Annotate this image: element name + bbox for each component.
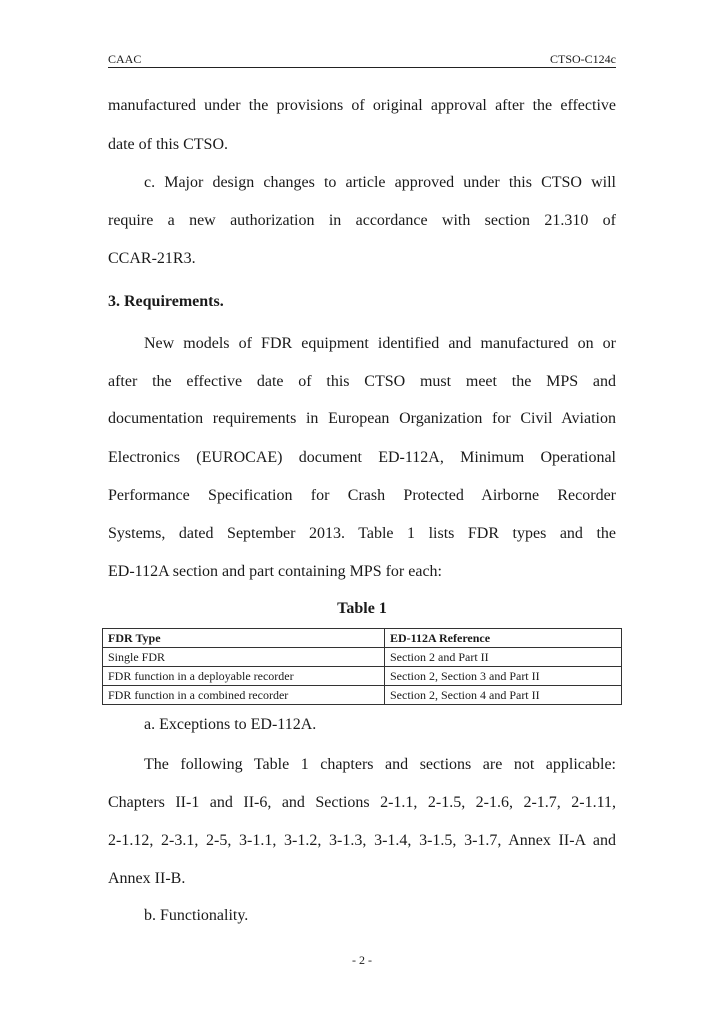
- header-left: CAAC: [108, 52, 142, 66]
- fdr-type-table: [102, 628, 622, 705]
- table-caption: Table 1: [337, 600, 387, 617]
- paragraph-line: after the effective date of this CTSO must meet the MPS and: [108, 373, 616, 390]
- paragraph-line: 2-1.12, 2-3.1, 2-5, 3-1.1, 3-1.2, 3-1.3, 3-1.4, 3-1.5, 3-1.7, Annex II-A and: [108, 832, 616, 849]
- header-right: CTSO-C124c: [550, 52, 616, 66]
- paragraph-line: manufactured under the provisions of original approval after the effective: [108, 97, 616, 114]
- table-header-row: [103, 629, 622, 648]
- section-heading: 3. Requirements.: [108, 293, 224, 310]
- paragraph-line: ED-112A section and part containing MPS for each:: [108, 563, 442, 580]
- paragraph-line: documentation requirements in European Organization for Civil Aviation: [108, 410, 616, 427]
- paragraph-line: Annex II-B.: [108, 870, 186, 887]
- table-header-cell: ED-112A Reference: [385, 629, 622, 648]
- table-row: [103, 648, 622, 667]
- paragraph-line: New models of FDR equipment identified and manufactured on or: [144, 335, 616, 352]
- table-cell: Section 2, Section 3 and Part II: [385, 667, 622, 686]
- table-row: [103, 667, 622, 686]
- table-row: [103, 686, 622, 705]
- table-header-cell: FDR Type: [103, 629, 385, 648]
- paragraph-line: Systems, dated September 2013. Table 1 lists FDR types and the: [108, 525, 616, 542]
- paragraph-line: The following Table 1 chapters and sections are not applicable:: [144, 756, 616, 773]
- subsection-heading: b. Functionality.: [144, 907, 249, 924]
- table-cell: FDR function in a combined recorder: [103, 686, 385, 705]
- table-cell: Single FDR: [103, 648, 385, 667]
- paragraph-line: Performance Specification for Crash Protected Airborne Recorder: [108, 487, 616, 504]
- header-rule: [108, 67, 616, 68]
- paragraph-line: Chapters II-1 and II-6, and Sections 2-1.1, 2-1.5, 2-1.6, 2-1.7, 2-1.11,: [108, 794, 616, 811]
- table-cell: Section 2 and Part II: [385, 648, 622, 667]
- subsection-heading: a. Exceptions to ED-112A.: [144, 716, 317, 733]
- paragraph-line: CCAR-21R3.: [108, 250, 196, 267]
- page-number: - 2 -: [352, 953, 372, 967]
- paragraph-line: require a new authorization in accordance with section 21.310 of: [108, 212, 616, 229]
- paragraph-line: Electronics (EUROCAE) document ED-112A, Minimum Operational: [108, 449, 616, 466]
- paragraph-line: c. Major design changes to article approved under this CTSO will: [144, 174, 616, 191]
- paragraph-line: date of this CTSO.: [108, 136, 228, 153]
- table-cell: FDR function in a deployable recorder: [103, 667, 385, 686]
- table-cell: Section 2, Section 4 and Part II: [385, 686, 622, 705]
